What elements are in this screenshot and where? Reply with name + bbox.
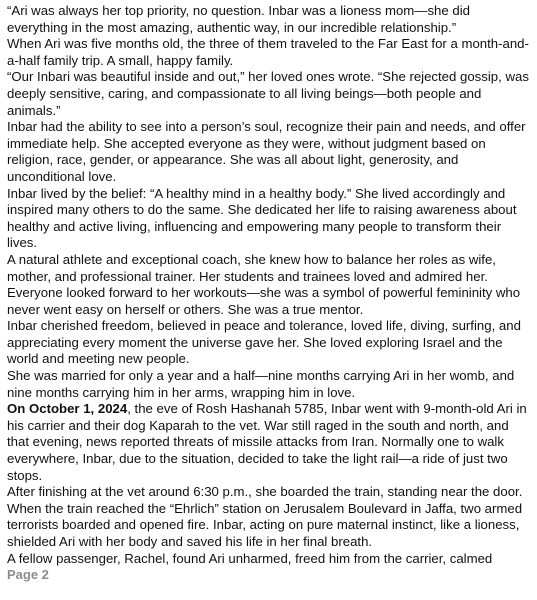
paragraph-8: She was married for only a year and a half—nine months carrying Ari in her womb, and nine months carrying him in her arms, wrapping him in love. [7,368,515,400]
paragraph-5: Inbar lived by the belief: “A healthy mind in a healthy body.” She lived accordingly and inspired many others to do the same. She dedicated her life to raising awareness about healthy and active living, influencing and empowering many people to transform their lives. [7,185,517,251]
paragraph-7: Inbar cherished freedom, believed in peace and tolerance, loved life, diving, surfing, and appreciating every moment the universe gave her. She loved exploring Israel and the world and meeting new people. [7,318,521,367]
paragraph-4: Inbar had the ability to see into a person’s soul, recognize their pain and needs, and offer immediate help. She accepted everyone as they were, without judgment based on religion, race, gender, or appearance. She was all about light, generosity, and unconditional love. [7,119,526,184]
document-page [7,3,533,583]
paragraph-9 [7,401,533,484]
paragraph-10: After finishing at the vet around 6:30 p.m., she boarded the train, standing near the door. [7,484,523,500]
paragraph-3: “Our Inbari was beautiful inside and out,” her loved ones wrote. “She rejected gossip, was deeply sensitive, caring, and compassionate to all living beings—both people and animals.” [7,69,529,118]
paragraph-9-body: , the eve of Rosh Hashanah 5785, Inbar went with 9-month-old Ari in his carrier and their dog Kaparah to the vet. War still raged in the south and north, and that evening, news reported threats of missile attacks from Iran. Normally one to walk everywhere, Inbar, due to the situation, decided to take the light rail—a ride of just two stops. [7,401,527,483]
paragraph-11: When the train reached the “Ehrlich” station on Jerusalem Boulevard in Jaffa, two armed terrorists boarded and opened fire. Inbar, acting on pure maternal instinct, like a lioness, shielded Ari with her body and saved his life in her final breath. [7,500,523,549]
date-emphasis: On October 1, 2024 [7,401,128,417]
paragraph-1: “Ari was always her top priority, no question. Inbar was a lioness mom—she did everything in the most amazing, authentic way, in our incredible relationship.” [7,3,470,35]
paragraph-2: When Ari was five months old, the three of them traveled to the Far East for a month-and-a-half family trip. A small, happy family. [7,36,529,68]
page-number-label: Page 2 [7,567,49,583]
paragraph-12: A fellow passenger, Rachel, found Ari unharmed, freed him from the carrier, calmed [7,550,493,566]
paragraph-6: A natural athlete and exceptional coach, she knew how to balance her roles as wife, mother, and professional trainer. Her students and trainees loved and admired her. Everyone looked forward to her workouts—she was a symbol of powerful femininity who never went easy on herself or others. She was a true mentor. [7,251,521,317]
